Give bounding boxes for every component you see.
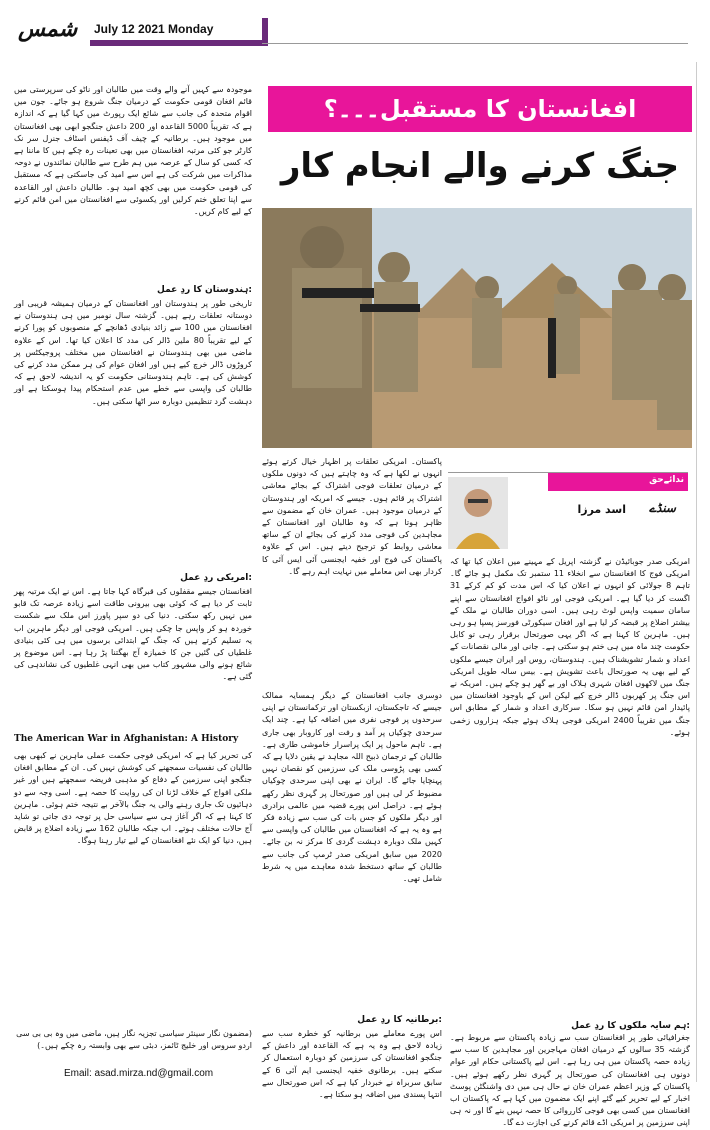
text-column-left-3: افغانستان جیسے مقفلوں کی قبرگاہ کہا جاتا ہے۔ اس نے ایک مرتبہ پھر ثابت کر دیا ہے کہ کوئی بھی بیرونی طاقت اسے زیادہ عرصہ تک قابو میں نہیں رکھ سکتی۔ دنیا کی دو سپر پاورز اس ملک سے شکست خوردہ ہو کر واپس جا چکی ہیں۔ امریکی فوجی اور دیگر ماہرین اب یہ تسلیم کرتے ہیں کہ جنگ کے ابتدائی برسوں میں ہی کئی بنیادی غلطیاں کی گئیں جن کا خمیازہ آج بھگتنا پڑ رہا ہے۔ اس موضوع پر شائع ہونے والی مشہور کتاب میں بھی انہی غلطیوں کی نشاندہی کی گئی ہے۔ (14, 587, 252, 682)
masthead-thin-rule (262, 43, 688, 44)
text-column-left-1: موجودہ سے کہیں آنے والے وقت میں طالبان اور ناٹو کی سرپرستی میں قائم افغان قومی حکومت کے درمیان جنگ شروع ہو جائے۔ جون میں اقوام متحدہ کی جانب سے شائع ایک رپورٹ میں کہا گیا ہے کہ اندازہ ہے کہ تقریباً 5000 القاعدہ اور 200 داعش جنگجو ابھی بھی افغانستان میں موجود ہیں۔ برطانیہ کے چیف آف ڈیفنس اسٹاف جنرل سر نک کارٹر جو کئی مرتبہ افغانستان میں بھی تعینات رہ چکے ہیں کا ماننا ہے کہ کسی کو سال کے عرصہ میں ہم طرح سے طالبان نمائندوں نے دوحہ مذاکرات میں شرکت کی ہے اس سے امید کی جاسکتی ہے کہ مستقبل کی قومی حکومت میں بھی کچھ امید ہو۔ طالبان داعش اور القاعدہ سے اپنا تعلق ختم کرلیں اور یکسوئی سے افغانستان میں امن قائم کرنے کے لیے کام کریں۔ (14, 85, 253, 217)
byline-logo: سنڈے (648, 501, 676, 515)
masthead-rule (90, 40, 262, 46)
masthead-rule-vertical (262, 18, 268, 46)
text-column-right-1: امریکی صدر جوبائیڈن نے گزشتہ اپریل کے مہینے میں اعلان کیا تھا کہ امریکی فوج کا افغانستان سے انخلاء 11 ستمبر تک مکمل ہو جائے گا۔ تاہم 8 جولائی کو انہوں نے اعلان کیا کہ اس مدت کو کم کرکے 31 اگست کر دیا گیا ہے۔ امریکی فوجی اور ناٹو افواج افغانستان سے اپنے سامان سمیت واپس لوٹ رہی ہیں۔ اسی دوران طالبان نے ملک کے بیشتر اضلاع پر قبضہ کر لیا ہے اور افغان سیکورٹی فورسز پسپا ہو رہی ہیں۔ ماہرین کا کہنا ہے کہ اگر یہی صورتحال برقرار رہی تو کابل حکومت چند ماہ میں ہی ختم ہو سکتی ہے۔ جانی اور مالی نقصانات کے اعداد و شمار تشویشناک ہیں۔ ہندوستان، روس اور ایران جیسے ملکوں کے لیے بھی یہ صورتحال باعث تشویش ہے۔ بیس سالہ طویل امریکی جنگ میں لاکھوں افغان شہری ہلاک اور بے گھر ہو چکے ہیں۔ امریکہ نے اس جنگ پر کھربوں ڈالر خرچ کیے لیکن اس کے باوجود افغانستان میں پائیدار امن قائم نہیں ہو سکا۔ سرکاری اعداد و شمار کے مطابق اس جنگ میں تقریباً 2400 امریکی فوجی ہلاک ہوئے جبکہ ہزاروں زخمی ہوئے۔ (450, 557, 691, 737)
byline-tag: ندائےحق (649, 475, 684, 485)
headline: جنگ کرنے والے انجام کار (280, 146, 680, 186)
text-column-right-2: جغرافیائی طور پر افغانستان سب سے زیادہ پاکستان سے مربوط ہے۔ گزشتہ 35 سالوں کے درمیان افغان مہاجرین اور مجاہدین کا سب سے زیادہ حصہ پاکستان میں ہی رہا ہے۔ اس لیے پاکستانی حکام اور عوام دونوں ہی افغانستان کی صورتحال پر گہری نظر رکھے ہوئے ہیں۔ پاکستان کے وزیر اعظم عمران خان نے حال ہی میں دی واشنگٹن پوسٹ اخبار کے لیے تحریر کیے گئے اپنے ایک مضمون میں کہا ہے کہ پاکستان اب افغانستان میں کسی بھی فوجی کارروائی کا حصہ نہیں بنے گا اور نہ ہی اپنی سرزمین پر امریکی اڈے قائم کرنے کی اجازت دے گا۔ (450, 1033, 690, 1128)
author-photo (448, 477, 508, 549)
text-column-left-2: تاریخی طور پر ہندوستان اور افغانستان کے درمیان ہمیشہ قریبی اور دوستانہ تعلقات رہے ہیں۔ گزشتہ سال نومبر میں ہی ہندوستان نے افغانستان میں 100 سے زائد بنیادی ڈھانچے کے منصوبوں کو پورا کرنے کے لیے تقریباً 80 ملین ڈالر کی مدد کا اعلان کیا تھا۔ اس کے علاوہ ماضی میں بھی ہندوستان نے افغانستان میں مختلف پروجیکٹس پر کروڑوں ڈالر خرچ کیے ہیں اور افغان عوام کی ہر ممکن مدد کرنے کی کوشش کی ہے۔ تاہم ہندوستانی حکومت کو یہ اندیشہ لاحق ہے کہ طالبان کی واپسی سے خطے میں عدم استحکام پیدا ہوسکتا ہے اور دہشت گرد تنظیمیں دوبارہ سر اٹھا سکتی ہیں۔ (14, 299, 252, 406)
author-note: (مضمون نگار سینئر سیاسی تجزیہ نگار ہیں، ماضی میں وہ بی بی سی اردو سروس اور خلیج ٹائمز، دبئی سے بھی وابستہ رہ چکے ہیں۔) (16, 1029, 252, 1051)
article-photo (262, 208, 692, 448)
author-email: Email: asad.mirza.nd@gmail.com (64, 1068, 214, 1079)
soldiers-photo-illustration (262, 208, 692, 448)
book-title: The American War in Afghanistan: A History (14, 734, 239, 744)
byline-name: اسد مرزا (577, 503, 626, 516)
byline-box (448, 472, 688, 553)
subhead-britain: برطانیہ کا ردِ عمل: (357, 1015, 442, 1025)
kicker-banner: افغانستان کا مستقبل۔۔۔؟ (268, 86, 692, 132)
text-column-mid-2: دوسری جانب افغانستان کے دیگر ہمسایہ ممالک جیسے کہ تاجکستان، ازبکستان اور ترکمانستان نے اپنی سرحدوں پر فوجی نفری میں اضافہ کیا ہے۔ چند ایک سرحدی چوکیاں پر آمد و رفت اور کاروبار بھی جاری ہے۔ تاہم ماحول پر ایک پراسرار خاموشی طاری ہے۔ طالبان کے ترجمان ذبیح اللہ مجاہد نے یقین دلایا ہے کہ کسی بھی پڑوسی ملک کی سرزمین کو نقصان نہیں پہنچایا جائے گا۔ ایران نے بھی اپنی سرحدی چوکیاں مضبوط کر لی ہیں اور صورتحال پر گہری نظر رکھے ہوئے ہے۔ دراصل اس پورے قضیہ میں عالمی برادری اور دیگر ملکوں کو جس بات کی سب سے زیادہ فکر ہے وہ یہ ہے کہ افغانستان میں طالبان کی واپسی سے کہیں ملک دوبارہ دہشت گردی کا مرکز نہ بن جائے۔ 2020 میں سابق امریکی صدر ٹرمپ کی جانب سے طالبان کے ساتھ دستخط شدہ معاہدے میں یہ شرط شامل تھی۔ (262, 691, 442, 884)
issue-date: July 12 2021 Monday (94, 22, 214, 36)
masthead (0, 0, 710, 62)
subhead-india: ہندوستان کا ردِ عمل: (157, 285, 252, 295)
author-avatar-icon (448, 477, 508, 549)
text-column-left-4: کی تحریر کیا ہے کہ امریکی فوجی حکمت عملی ماہرین نے کبھی بھی طالبان کی نفسیات سمجھنے کی کوشش نہیں کی۔ ان کے مطابق افغان جنگجو اپنی سرزمین کے دفاع کو مذہبی فریضہ سمجھتے ہیں اور غیر ملکی افواج کے خلاف لڑنا ان کی روایت کا حصہ ہے۔ اسی وجہ سے دو دہائیوں تک جاری رہنے والی یہ جنگ بالآخر بے نتیجہ ختم ہوئی۔ ماہرین کا کہنا ہے کہ اگر آغاز ہی سے سیاسی حل پر توجہ دی جاتی تو شاید آج حالات مختلف ہوتے۔ اب جبکہ طالبان 162 سے زیادہ اضلاع پر قابض ہیں، دنیا کو ایک نئے افغانستان کے لیے تیار رہنا ہوگا۔ (14, 751, 252, 846)
subhead-neighbors: ہم سایہ ملکوں کا ردِ عمل: (571, 1021, 690, 1031)
text-column-mid-3: اس پورے معاملے میں برطانیہ کو خطرہ سب سے زیادہ لاحق ہے وہ یہ ہے کہ القاعدہ اور داعش کے جنگجو افغانستان کی سرزمین کو دوبارہ استعمال کر سکتے ہیں۔ برطانوی خفیہ ایجنسی ایم آئی 6 کے سابق سربراہ نے خبردار کیا ہے کہ اس صورتحال سے انتہا پسندی میں اضافہ ہو سکتا ہے۔ (262, 1029, 442, 1100)
newspaper-logo: شمس (18, 16, 78, 42)
book-title-line (14, 734, 252, 748)
subhead-us: امریکی ردِ عمل: (180, 573, 252, 583)
text-column-mid-1: پاکستان۔ امریکی تعلقات پر اظہار خیال کرتے ہوئے انہوں نے لکھا ہے کہ وہ چاہتے ہیں کہ دونوں ملکوں کے درمیان تعلقات فوجی اشتراک کے بجائے معاشی اشتراک پر قائم ہوں۔ جیسے کہ امریکہ اور ہندوستان کے درمیان موجود ہیں۔ عمران خان کے مضمون سے ظاہر ہوتا ہے کہ وہ طالبان اور افغانستان کے مجاہدین کی فوجی مدد کرنے کی بجائے ان کے ساتھ معاشی روابط کو ترجیح دیتے ہیں۔ اس کے علاوہ پاکستان کی فوج اور خفیہ ایجنسی آئی ایس آئی کا کردار بھی اس معاملے میں نہایت اہم رہے گا۔ (262, 457, 442, 576)
page-edge-rule (696, 62, 697, 1082)
